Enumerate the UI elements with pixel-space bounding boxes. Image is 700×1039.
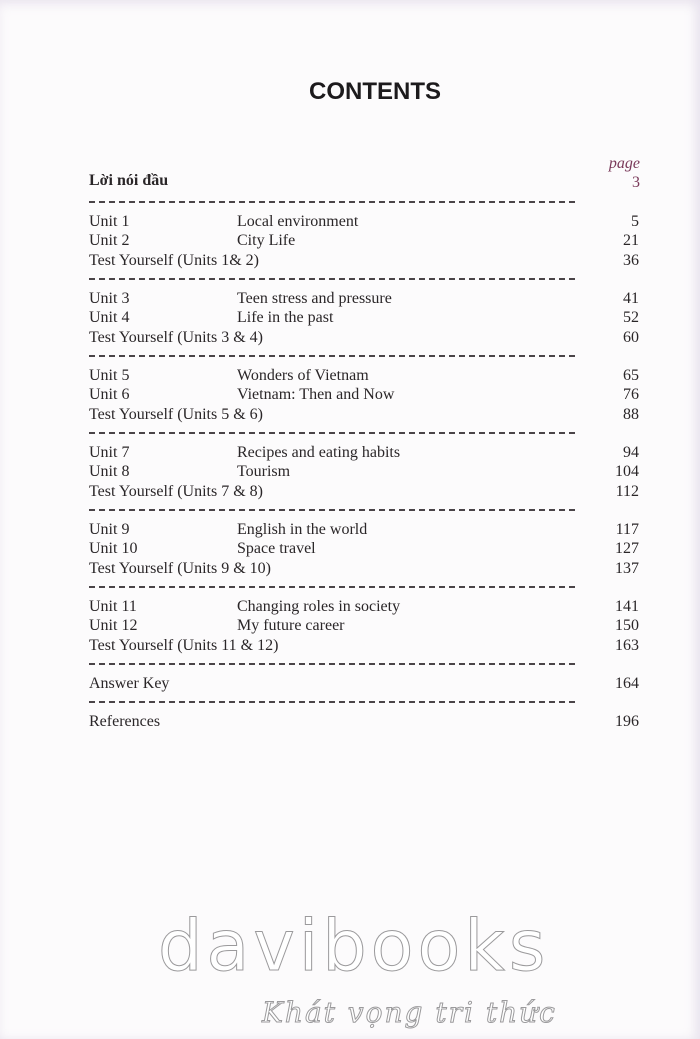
toc-entry-topic: Local environment (237, 213, 359, 230)
toc-entry-label: Answer Key (89, 675, 170, 692)
toc-entry-page-number: 60 (623, 328, 639, 346)
toc-entry-label: Unit 2 (89, 232, 130, 250)
toc-entry-label: Unit 4 (89, 309, 130, 327)
toc-entry-label: Unit 6 (89, 386, 130, 404)
dashed-divider (89, 278, 575, 280)
toc-entry-label: Unit 1 (89, 213, 130, 230)
toc-entry-page-number: 196 (615, 713, 639, 730)
toc-entry-page-number: 104 (615, 463, 639, 481)
toc-entry-topic: Recipes and eating habits (237, 444, 401, 461)
preface-label: Lời nói đầu (89, 172, 169, 189)
toc-entry-page-number: 65 (623, 367, 639, 384)
watermark-brand: davibooks (158, 905, 550, 987)
toc-entry-page-number: 21 (623, 232, 639, 250)
toc-entry-label: Test Yourself (Units 5 & 6) (89, 405, 263, 423)
toc-entry-page-number: 127 (615, 540, 639, 558)
dashed-divider (89, 432, 575, 434)
toc-entry-topic: Wonders of Vietnam (237, 367, 369, 384)
toc-entry-page-number: 150 (615, 617, 639, 635)
preface-page-number: 3 (632, 174, 640, 191)
toc-entry-label: Test Yourself (Units 7 & 8) (89, 482, 263, 500)
dashed-divider (89, 355, 575, 357)
toc-entry-label: Unit 11 (89, 598, 137, 615)
toc-entry-page-number: 36 (623, 251, 639, 269)
toc-entry-label: Test Yourself (Units 3 & 4) (89, 328, 263, 346)
toc-entry-label: Unit 5 (89, 367, 130, 384)
dashed-divider (89, 201, 575, 203)
toc-entry-page-number: 117 (615, 521, 639, 538)
toc-entry-page-number: 94 (623, 444, 639, 461)
toc-entry-page-number: 163 (615, 636, 639, 654)
toc-entry-topic: Changing roles in society (237, 598, 401, 615)
toc-entry-label: Unit 7 (89, 444, 130, 461)
page-title: CONTENTS (309, 78, 441, 105)
toc-entry-topic: Life in the past (237, 309, 334, 327)
toc-entry-label: References (89, 713, 161, 730)
page-column-label: page (608, 155, 640, 172)
toc-entry-page-number: 137 (615, 559, 639, 577)
toc-entry-page-number: 164 (615, 675, 639, 692)
toc-entry-page-number: 141 (615, 598, 639, 615)
dashed-divider (89, 663, 575, 665)
dashed-divider (89, 509, 575, 511)
toc-entry-label: Unit 10 (89, 540, 138, 558)
toc-entry-label: Unit 9 (89, 521, 130, 538)
toc-entry-topic: My future career (237, 617, 345, 635)
toc-entry-page-number: 41 (623, 290, 639, 307)
toc-entry-page-number: 112 (615, 482, 639, 500)
toc-entry-topic: Tourism (237, 463, 291, 481)
toc-entry-label: Unit 8 (89, 463, 130, 481)
toc-entry-label: Test Yourself (Units 9 & 10) (89, 559, 271, 577)
watermark-tagline: Khát vọng tri thức (262, 996, 557, 1029)
toc-entry-page-number: 52 (623, 309, 639, 327)
dashed-divider (89, 586, 575, 588)
toc-entry-topic: City Life (237, 232, 296, 250)
toc-entry-topic: Space travel (237, 540, 316, 558)
toc-entry-page-number: 76 (623, 386, 639, 404)
toc-entry-topic: English in the world (237, 521, 368, 538)
toc-entry-label: Test Yourself (Units 11 & 12) (89, 636, 279, 654)
toc-entry-label: Unit 3 (89, 290, 130, 307)
toc-entry-topic: Vietnam: Then and Now (237, 386, 395, 404)
toc-entry-page-number: 5 (631, 213, 639, 230)
toc-entry-topic: Teen stress and pressure (237, 290, 392, 307)
toc-entry-label: Unit 12 (89, 617, 138, 635)
toc-entry-page-number: 88 (623, 405, 639, 423)
toc-entry-label: Test Yourself (Units 1& 2) (89, 251, 259, 269)
dashed-divider (89, 701, 575, 703)
